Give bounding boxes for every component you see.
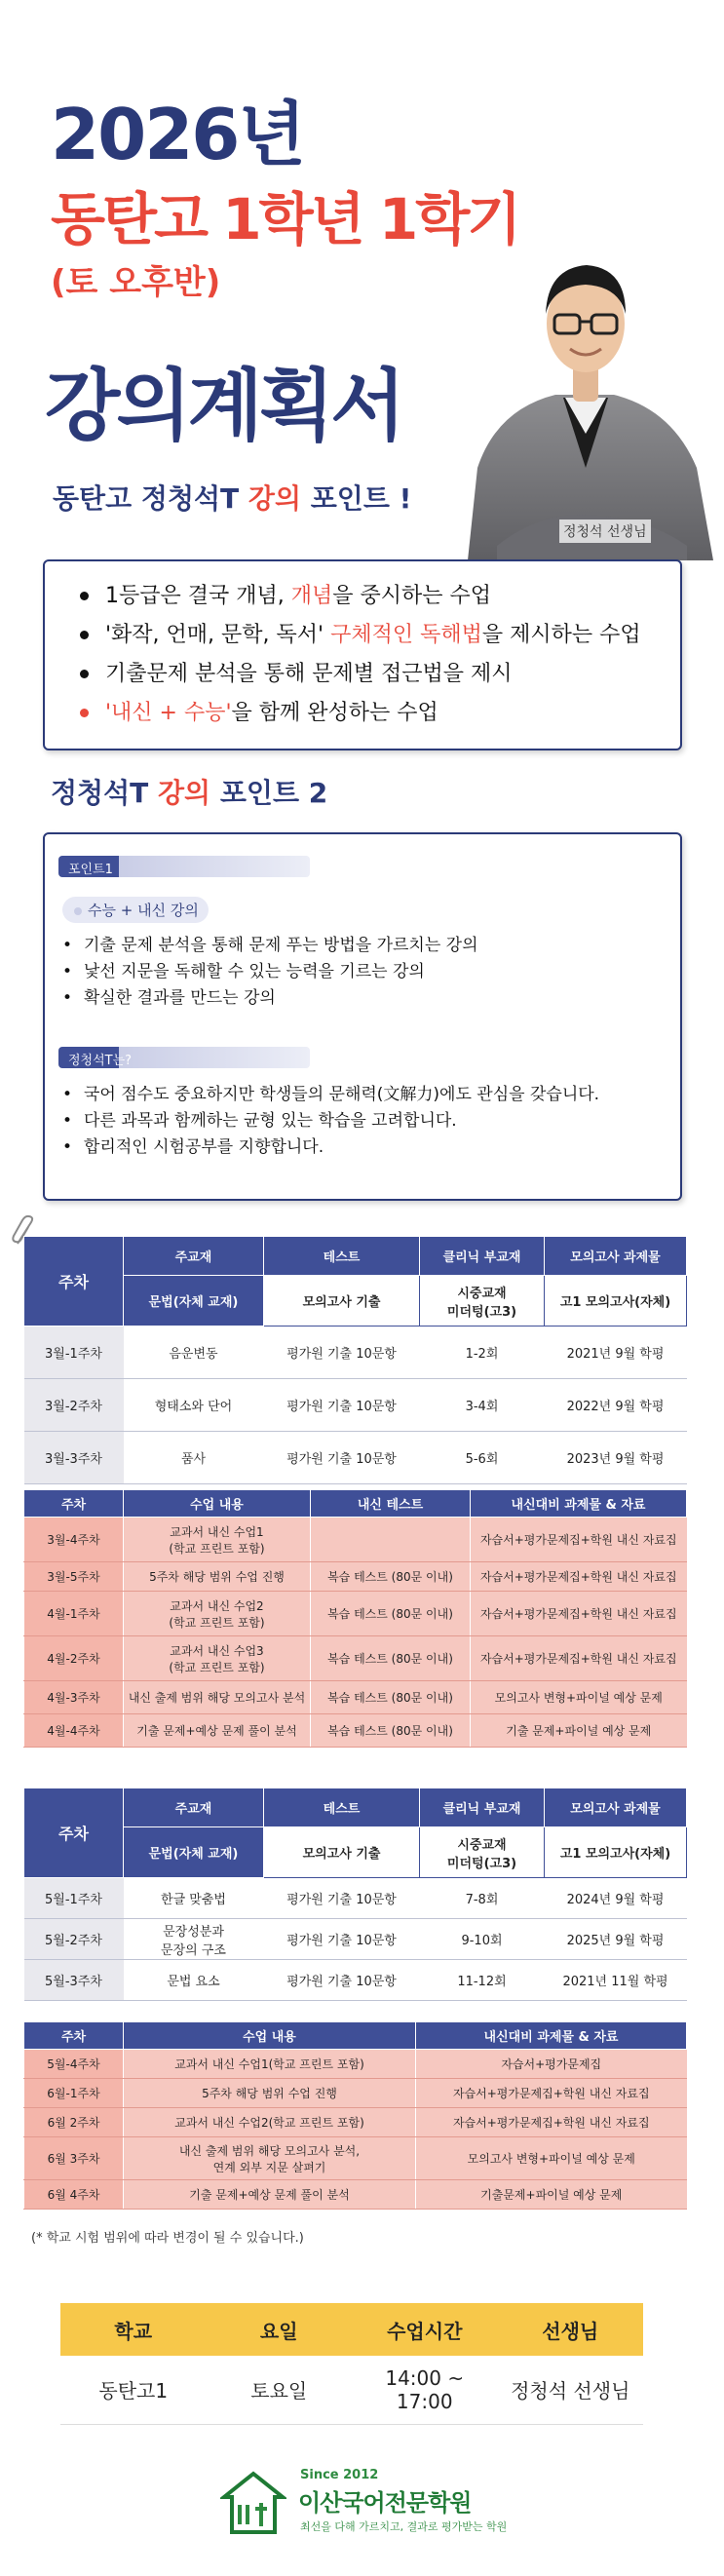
week-cell: 3월-4주차 (24, 1518, 124, 1562)
test-header: 테스트 (264, 1237, 420, 1276)
table-row (24, 2137, 687, 2180)
table-row (24, 1681, 687, 1714)
table-cell: 문법 요소 (124, 1960, 264, 2001)
table-header: 주차 (24, 2022, 124, 2050)
table-cell: 기출 문제+예상 문제 풀이 분석 (124, 2180, 416, 2210)
table-cell: 자습서+평가문제집+학원 내신 자료집 (471, 1592, 687, 1636)
table-cell: 복습 테스트 (80문 이내) (311, 1714, 471, 1748)
week-cell: 4월-2주차 (24, 1636, 124, 1681)
schedule-cell: 동탄고1 (60, 2356, 207, 2424)
table-cell: 기출문제+파이널 예상 문제 (416, 2180, 687, 2210)
table-cell: 5주차 해당 범위 수업 진행 (124, 1562, 311, 1592)
table-cell: 평가원 기출 10문항 (264, 1960, 420, 2001)
schedule-header: 학교 (60, 2303, 207, 2356)
week-cell: 4월-4주차 (24, 1714, 124, 1748)
clinic-header-2: 클리닉 부교재 (420, 1788, 545, 1827)
table-row (24, 1562, 687, 1592)
schedule-cell: 14:00 ~ 17:00 (352, 2356, 498, 2424)
lecture-detail-item: • 합리적인 시험공부를 지향합니다. (74, 1134, 599, 1161)
week-cell: 6월 4주차 (24, 2180, 124, 2210)
table-row (24, 2108, 687, 2137)
week-cell: 3월-2주차 (24, 1379, 124, 1432)
schedule-cell: 토요일 (207, 2356, 353, 2424)
table-header: 주차 (24, 1490, 124, 1518)
table-cell: 2023년 9월 학평 (545, 1432, 687, 1484)
class-schedule-table (60, 2303, 643, 2425)
week-cell: 3월-5주차 (24, 1562, 124, 1592)
week-cell: 5월-3주차 (24, 1960, 124, 2001)
table-cell: 자습서+평가문제집+학원 내신 자료집 (416, 2079, 687, 2108)
table-row (24, 2180, 687, 2210)
schedule-cell: 정청석 선생님 (498, 2356, 644, 2424)
schedule-table-march-a (23, 1236, 687, 1484)
key-point-highlight: 개념 (290, 584, 333, 608)
mock-header: 모의고사 과제물 (545, 1237, 687, 1276)
main-text-subheader: 문법(자체 교재) (124, 1276, 264, 1326)
week-cell: 6월 3주차 (24, 2137, 124, 2180)
schedule-table-may-a (23, 1788, 687, 2001)
table-cell: 자습서+평가문제집+학원 내신 자료집 (471, 1562, 687, 1592)
table-cell: 7-8회 (420, 1878, 545, 1919)
teacher-tag: 정청석T는? (58, 1047, 310, 1068)
week-cell: 3월-3주차 (24, 1432, 124, 1484)
table-cell: 복습 테스트 (80문 이내) (311, 1681, 471, 1714)
table-cell: 자습서+평가문제집 (416, 2050, 687, 2079)
table-cell: 1-2회 (420, 1326, 545, 1379)
schedule-header: 수업시간 (352, 2303, 498, 2356)
table-row (24, 1518, 687, 1562)
table-cell: 복습 테스트 (80문 이내) (311, 1636, 471, 1681)
schedule-header: 선생님 (498, 2303, 644, 2356)
table-cell: 내신 출제 범위 해당 모의고사 분석 (124, 1681, 311, 1714)
clinic-header: 클리닉 부교재 (420, 1237, 545, 1276)
table-cell: 9-10회 (420, 1919, 545, 1960)
table-cell: 교과서 내신 수업1 (학교 프린트 포함) (124, 1518, 311, 1562)
main-text-header-2: 주교재 (124, 1788, 264, 1827)
table-row (24, 1636, 687, 1681)
table-cell: 교과서 내신 수업2 (학교 프린트 포함) (124, 1592, 311, 1636)
table-cell: 자습서+평가문제집+학원 내신 자료집 (416, 2108, 687, 2137)
lecture-point-heading: 동탄고 정청석T 강의 포인트 ! (53, 482, 412, 515)
academy-logo-icon (220, 2470, 286, 2538)
lecture-detail-item: • 국어 점수도 중요하지만 학생들의 문해력(文解力)에도 관심을 갖습니다. (74, 1082, 599, 1108)
lecture-details-box (43, 832, 682, 1201)
table-cell: 평가원 기출 10문항 (264, 1379, 420, 1432)
paperclip-dot-icon (74, 907, 82, 915)
logo-since: Since 2012 (300, 2468, 379, 2482)
teacher-caption: 정청석 선생님 (559, 519, 651, 543)
clinic-subheader-2: 시중교재 미더텅(고3) (420, 1827, 545, 1878)
class-type: (토 오후반) (51, 263, 221, 302)
mock-subheader-2: 고1 모의고사(자체) (545, 1827, 687, 1878)
test-subheader: 모의고사 기출 (264, 1276, 420, 1326)
point1-tag: 포인트1 (58, 856, 310, 877)
table-cell: 기출 문제+파이널 예상 문제 (471, 1714, 687, 1748)
lecture-detail-item: • 기출 문제 분석을 통해 문제 푸는 방법을 가르치는 강의 (74, 933, 478, 959)
key-point-item (105, 655, 680, 694)
clinic-subheader: 시중교재 미더텅(고3) (420, 1276, 545, 1326)
week-cell: 3월-1주차 (24, 1326, 124, 1379)
week-header-2: 주차 (24, 1788, 124, 1878)
key-point-text: 기출문제 분석을 통해 문제별 접근법을 제시 (105, 662, 513, 686)
key-point-text: 1등급은 결국 개념, (105, 584, 291, 608)
table-row (24, 2079, 687, 2108)
lecture-detail-item: • 낯선 지문을 독해할 수 있는 능력을 기르는 강의 (74, 959, 478, 985)
table-cell: 한글 맞춤법 (124, 1878, 264, 1919)
mock-subheader: 고1 모의고사(자체) (545, 1276, 687, 1326)
table-header: 내신 테스트 (311, 1490, 471, 1518)
table-cell: 2021년 11월 학평 (545, 1960, 687, 2001)
table-cell: 형태소와 단어 (124, 1379, 264, 1432)
table-row (24, 1592, 687, 1636)
key-point-highlight: '내신 + 수능' (105, 701, 232, 725)
lecture-point2-heading: 정청석T 강의 포인트 2 (51, 777, 328, 809)
table-row (24, 2050, 687, 2079)
table-cell: 교과서 내신 수업3 (학교 프린트 포함) (124, 1636, 311, 1681)
key-point-item (105, 694, 680, 733)
table-cell: 모의고사 변형+파이널 예상 문제 (416, 2137, 687, 2180)
key-point-text: '화작, 언매, 문학, 독서' (105, 623, 331, 647)
test-header-2: 테스트 (264, 1788, 420, 1827)
lecture-detail-item: • 다른 과목과 함께하는 균형 있는 학습을 고려합니다. (74, 1108, 599, 1134)
table-cell: 복습 테스트 (80문 이내) (311, 1562, 471, 1592)
course-type-pill: 수능 + 내신 강의 (62, 897, 209, 923)
key-point-highlight: 구체적인 독해법 (330, 623, 482, 647)
table-cell: 평가원 기출 10문항 (264, 1432, 420, 1484)
table-header: 수업 내용 (124, 1490, 311, 1518)
key-points-box (43, 559, 682, 750)
table-row (24, 1379, 687, 1432)
lecture-detail-item: • 확실한 결과를 만드는 강의 (74, 985, 478, 1012)
school-grade-title: 동탄고 1학년 1학기 (51, 186, 519, 252)
week-cell: 5월-2주차 (24, 1919, 124, 1960)
table-cell: 평가원 기출 10문항 (264, 1326, 420, 1379)
key-point-item (105, 577, 680, 616)
table-cell: 2021년 9월 학평 (545, 1326, 687, 1379)
teacher-photo (458, 224, 713, 560)
table-cell: 11-12회 (420, 1960, 545, 2001)
table-cell: 자습서+평가문제집+학원 내신 자료집 (471, 1636, 687, 1681)
schedule-header: 요일 (207, 2303, 353, 2356)
key-point-text: 을 중시하는 수업 (332, 584, 492, 608)
table-header: 내신대비 과제물 & 자료 (471, 1490, 687, 1518)
table-cell: 5-6회 (420, 1432, 545, 1484)
week-cell: 4월-1주차 (24, 1592, 124, 1636)
week-cell: 6월-1주차 (24, 2079, 124, 2108)
table-row (24, 1714, 687, 1748)
table-cell: 문장성분과 문장의 구조 (124, 1919, 264, 1960)
table-header: 수업 내용 (124, 2022, 416, 2050)
key-point-item (105, 616, 680, 655)
table-cell: 2024년 9월 학평 (545, 1878, 687, 1919)
mock-header-2: 모의고사 과제물 (545, 1788, 687, 1827)
table-cell: 자습서+평가문제집+학원 내신 자료집 (471, 1518, 687, 1562)
table-cell (311, 1518, 471, 1562)
table-row (24, 1919, 687, 1960)
key-point-text: 을 제시하는 수업 (481, 623, 641, 647)
table-cell: 2025년 9월 학평 (545, 1919, 687, 1960)
year-title: 2026년 (51, 94, 304, 175)
main-text-subheader-2: 문법(자체 교재) (124, 1827, 264, 1878)
logo-tagline: 최선을 다해 가르치고, 결과로 평가받는 학원 (300, 2520, 508, 2533)
logo-name: 이산국어전문학원 (298, 2489, 472, 2517)
week-cell: 4월-3주차 (24, 1681, 124, 1714)
table-cell: 평가원 기출 10문항 (264, 1878, 420, 1919)
schedule-table-exam-b (23, 2021, 687, 2210)
table-cell: 모의고사 변형+파이널 예상 문제 (471, 1681, 687, 1714)
table-row (24, 1432, 687, 1484)
table-cell: 교과서 내신 수업2(학교 프린트 포함) (124, 2108, 416, 2137)
table-header: 내신대비 과제물 & 자료 (416, 2022, 687, 2050)
week-cell: 5월-4주차 (24, 2050, 124, 2079)
key-point-text: 을 함께 완성하는 수업 (231, 701, 438, 725)
table-cell: 5주차 해당 범위 수업 진행 (124, 2079, 416, 2108)
page-title: 강의계획서 (45, 361, 402, 451)
table-cell: 음운변동 (124, 1326, 264, 1379)
test-subheader-2: 모의고사 기출 (264, 1827, 420, 1878)
table-row (24, 1960, 687, 2001)
table-cell: 3-4회 (420, 1379, 545, 1432)
academy-logo (220, 2468, 513, 2546)
week-cell: 5월-1주차 (24, 1878, 124, 1919)
schedule-table-exam-a (23, 1489, 687, 1748)
table-cell: 내신 출제 범위 해당 모의고사 분석, 연계 외부 지문 살펴기 (124, 2137, 416, 2180)
table-cell: 교과서 내신 수업1(학교 프린트 포함) (124, 2050, 416, 2079)
table-cell: 2022년 9월 학평 (545, 1379, 687, 1432)
week-cell: 6월 2주차 (24, 2108, 124, 2137)
table-cell: 복습 테스트 (80문 이내) (311, 1592, 471, 1636)
table-cell: 기출 문제+예상 문제 풀이 분석 (124, 1714, 311, 1748)
table-cell: 평가원 기출 10문항 (264, 1919, 420, 1960)
week-header: 주차 (24, 1237, 124, 1326)
table-row (24, 1326, 687, 1379)
main-text-header: 주교재 (124, 1237, 264, 1276)
table-row (24, 1878, 687, 1919)
table-cell: 품사 (124, 1432, 264, 1484)
schedule-note: (* 학교 시험 범위에 따라 변경이 될 수 있습니다.) (31, 2231, 304, 2246)
